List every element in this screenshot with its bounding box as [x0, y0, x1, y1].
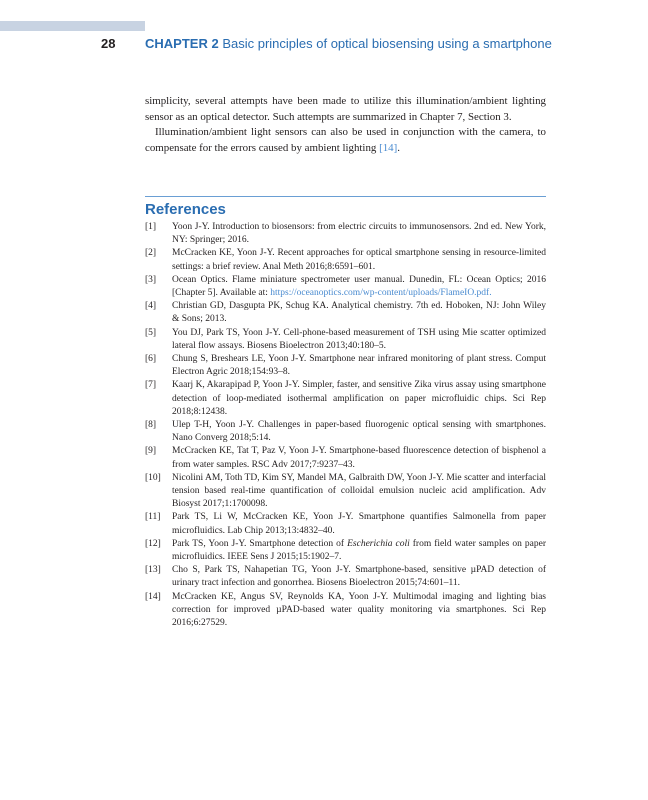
reference-text-part: Park TS, Yoon J-Y. Smartphone detection of	[172, 538, 348, 549]
reference-number: [6]	[145, 354, 157, 365]
running-head	[145, 36, 552, 51]
reference-item	[145, 300, 546, 326]
reference-number: [11]	[145, 512, 161, 523]
reference-text: Chung S, Breshears LE, Yoon J-Y. Smartphone near infrared monitoring of plant stress. Comput Electron Agric 2018;154:93–8.	[172, 354, 546, 378]
reference-text: Kaarj K, Akarapipad P, Yoon J-Y. Simpler, faster, and sensitive Zika virus assay using smartphone detection of loop-mediated isothermal amplification on paper microfluidic chips. Sci Rep 2018;8:12438.	[172, 380, 546, 417]
reference-item	[145, 591, 546, 631]
reference-number: [5]	[145, 327, 157, 338]
reference-number: [8]	[145, 420, 157, 431]
reference-text: Christian GD, Dasgupta PK, Schug KA. Analytical chemistry. 7th ed. Hoboken, NJ: John Wiley & Sons; 2013.	[172, 301, 546, 325]
reference-number: [10]	[145, 472, 161, 483]
reference-item	[145, 538, 546, 564]
reference-number: [13]	[145, 565, 161, 576]
reference-item	[145, 221, 546, 247]
reference-item	[145, 327, 546, 353]
body-paragraph-end: .	[397, 141, 400, 154]
reference-number: [14]	[145, 591, 161, 602]
reference-text: Cho S, Park TS, Nahapetian TG, Yoon J-Y. Smartphone-based, sensitive µPAD detection of urinary tract infection and gonorrhea. Biosens Bioelectron 2015;74:601–11.	[172, 565, 546, 589]
page-number: 28	[101, 36, 116, 51]
body-text	[145, 94, 546, 156]
reference-url-link[interactable]: https://oceanoptics.com/wp-content/uploads/FlameIO.pdf.	[270, 288, 492, 299]
body-paragraph	[145, 125, 546, 156]
reference-text: McCracken KE, Angus SV, Reynolds KA, Yoon J-Y. Multimodal imaging and lighting bias correction for improved µPAD-based water quality monitoring via smartphones. Sci Rep 2016;6:27529.	[172, 591, 546, 629]
reference-text: Yoon J-Y. Introduction to biosensors: from electric circuits to immunosensors. 2nd ed. New York, NY: Springer; 2016.	[172, 222, 546, 246]
body-paragraph: simplicity, several attempts have been made to utilize this illumination/ambient lighting sensor as an optical detector. Such attempts are summarized in Chapter 7, Section 3.	[145, 95, 546, 123]
reference-species-name: Escherichia coli	[347, 538, 410, 549]
reference-item	[145, 511, 546, 537]
reference-text: You DJ, Park TS, Yoon J-Y. Cell-phone-based measurement of TSH using Mie scatter optimized lateral flow assays. Biosens Bioelectron 2013;40:180–5.	[172, 327, 546, 351]
reference-number: [7]	[145, 380, 157, 391]
reference-text-part: Ocean Optics. Flame miniature spectrometer user manual. Dunedin, FL: Ocean Optics; 2016 [Chapter 5]. Available at:	[172, 274, 546, 299]
reference-text: McCracken KE, Tat T, Paz V, Yoon J-Y. Smartphone-based fluorescence detection of bisphenol a from water samples. RSC Adv 2017;7:9237–43.	[172, 446, 546, 470]
header-accent-bar	[0, 21, 145, 31]
reference-number: [1]	[145, 222, 157, 232]
reference-number: [3]	[145, 274, 157, 285]
reference-number: [4]	[145, 301, 157, 312]
reference-text: Park TS, Li W, McCracken KE, Yoon J-Y. Smartphone quantifies Salmonella from paper microfluidics. Lab Chip 2013;13:4832–40.	[172, 512, 546, 536]
section-divider	[145, 196, 546, 197]
reference-number: [12]	[145, 538, 161, 549]
reference-item	[145, 445, 546, 471]
reference-text	[172, 538, 546, 564]
reference-item	[145, 564, 546, 590]
chapter-title: Basic principles of optical biosensing using a smartphone	[222, 36, 552, 51]
reference-item	[145, 274, 546, 300]
citation-link[interactable]: [14]	[379, 141, 398, 154]
reference-text: Ulep T-H, Yoon J-Y. Challenges in paper-based fluorogenic optical sensing with smartphones. Nano Converg 2018;5:14.	[172, 420, 546, 444]
reference-item	[145, 419, 546, 445]
references-heading: References	[145, 201, 226, 218]
reference-item	[145, 472, 546, 512]
reference-text	[172, 274, 546, 300]
reference-item	[145, 379, 546, 419]
reference-number: [2]	[145, 248, 157, 259]
reference-item	[145, 247, 546, 273]
reference-text: McCracken KE, Yoon J-Y. Recent approaches for optical smartphone sensing in resource-limited settings: a brief review. Anal Meth 2016;8:6591–601.	[172, 248, 546, 272]
reference-list	[145, 221, 546, 630]
reference-item	[145, 353, 546, 379]
body-paragraph-text: Illumination/ambient light sensors can also be used in conjunction with the camera, to compensate for the errors caused by ambient lighting	[145, 126, 546, 154]
reference-text-part: from field water samples on paper microfluidics. IEEE Sens J 2015;15:1902–7.	[172, 538, 546, 563]
reference-number: [9]	[145, 446, 157, 457]
chapter-label: CHAPTER 2	[145, 36, 219, 51]
reference-text: Nicolini AM, Toth TD, Kim SY, Mandel MA, Galbraith DW, Yoon J-Y. Mie scatter and interfacial tension based real-time quantification of colloidal emulsion nucleic acid amplification. Adv Biosyst 2017;1:1700098.	[172, 472, 546, 510]
